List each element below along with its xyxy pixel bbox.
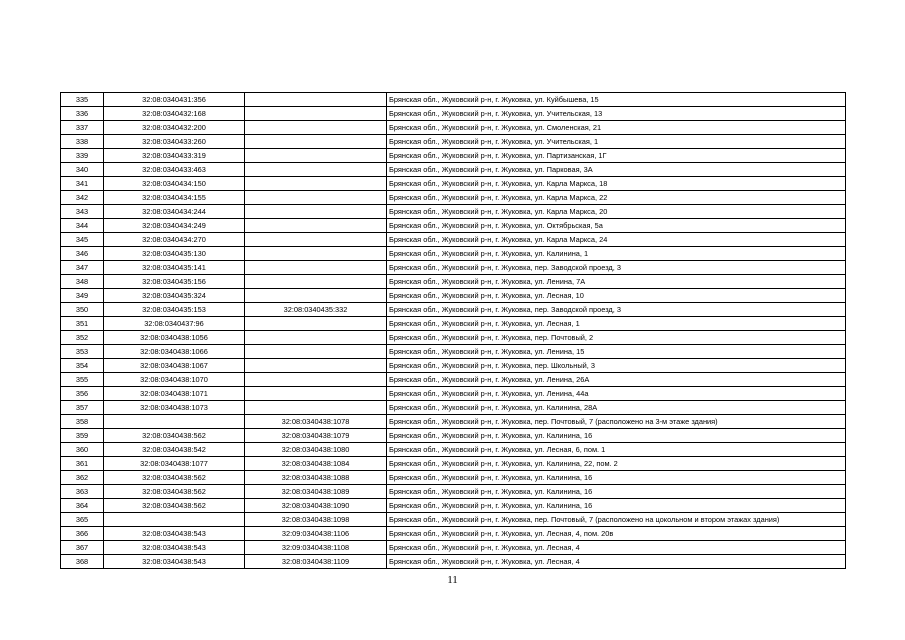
cadastral-number-cell: 32:08:0340438:562 — [104, 485, 245, 499]
premises-cadastral-number-cell: 32:08:0340438:1109 — [245, 555, 387, 569]
premises-cadastral-number-cell — [245, 177, 387, 191]
table-row — [61, 331, 846, 345]
cadastral-number-cell: 32:08:0340438:1077 — [104, 457, 245, 471]
table-row — [61, 149, 846, 163]
premises-cadastral-number-cell: 32:08:0340438:1089 — [245, 485, 387, 499]
address-cell: Брянская обл., Жуковский р-н, г. Жуковка, ул. Лесная, 6, пом. 1 — [387, 443, 846, 457]
address-cell: Брянская обл., Жуковский р-н, г. Жуковка, ул. Ленина, 44а — [387, 387, 846, 401]
address-cell: Брянская обл., Жуковский р-н, г. Жуковка, ул. Ленина, 26А — [387, 373, 846, 387]
premises-cadastral-number-cell — [245, 205, 387, 219]
address-cell: Брянская обл., Жуковский р-н, г. Жуковка, ул. Карла Маркса, 20 — [387, 205, 846, 219]
address-cell: Брянская обл., Жуковский р-н, г. Жуковка, ул. Парковая, 3А — [387, 163, 846, 177]
address-cell: Брянская обл., Жуковский р-н, г. Жуковка, ул. Учительская, 13 — [387, 107, 846, 121]
table-row — [61, 555, 846, 569]
premises-cadastral-number-cell — [245, 233, 387, 247]
cadastral-number-cell: 32:08:0340433:260 — [104, 135, 245, 149]
row-number-cell: 335 — [61, 93, 104, 107]
cadastral-number-cell: 32:08:0340432:168 — [104, 107, 245, 121]
address-cell: Брянская обл., Жуковский р-н, г. Жуковка, пер. Почтовый, 7 (расположено на цокольном и втором этажах здания) — [387, 513, 846, 527]
address-cell: Брянская обл., Жуковский р-н, г. Жуковка, пер. Школьный, 3 — [387, 359, 846, 373]
table-row — [61, 177, 846, 191]
address-cell: Брянская обл., Жуковский р-н, г. Жуковка, пер. Заводской проезд, 3 — [387, 261, 846, 275]
cadastral-number-cell: 32:08:0340433:319 — [104, 149, 245, 163]
premises-cadastral-number-cell — [245, 107, 387, 121]
premises-cadastral-number-cell — [245, 219, 387, 233]
address-cell: Брянская обл., Жуковский р-н, г. Жуковка, ул. Карла Маркса, 18 — [387, 177, 846, 191]
cadastral-number-cell: 32:08:0340434:244 — [104, 205, 245, 219]
row-number-cell: 342 — [61, 191, 104, 205]
row-number-cell: 365 — [61, 513, 104, 527]
row-number-cell: 357 — [61, 401, 104, 415]
row-number-cell: 364 — [61, 499, 104, 513]
table-row — [61, 205, 846, 219]
row-number-cell: 338 — [61, 135, 104, 149]
row-number-cell: 363 — [61, 485, 104, 499]
address-cell: Брянская обл., Жуковский р-н, г. Жуковка, ул. Ленина, 7А — [387, 275, 846, 289]
premises-cadastral-number-cell — [245, 93, 387, 107]
address-cell: Брянская обл., Жуковский р-н, г. Жуковка, ул. Калинина, 28А — [387, 401, 846, 415]
row-number-cell: 347 — [61, 261, 104, 275]
cadastral-number-cell: 32:08:0340438:543 — [104, 555, 245, 569]
row-number-cell: 358 — [61, 415, 104, 429]
row-number-cell: 336 — [61, 107, 104, 121]
table-row — [61, 443, 846, 457]
cadastral-number-cell: 32:08:0340438:1070 — [104, 373, 245, 387]
cadastral-number-cell: 32:08:0340431:356 — [104, 93, 245, 107]
premises-cadastral-number-cell — [245, 401, 387, 415]
table-row — [61, 93, 846, 107]
address-cell: Брянская обл., Жуковский р-н, г. Жуковка, пер. Заводской проезд, 3 — [387, 303, 846, 317]
table-row — [61, 135, 846, 149]
cadastral-number-cell: 32:08:0340438:1073 — [104, 401, 245, 415]
premises-cadastral-number-cell — [245, 387, 387, 401]
cadastral-number-cell: 32:08:0340434:249 — [104, 219, 245, 233]
premises-cadastral-number-cell — [245, 317, 387, 331]
address-cell: Брянская обл., Жуковский р-н, г. Жуковка, ул. Лесная, 1 — [387, 317, 846, 331]
table-row — [61, 275, 846, 289]
row-number-cell: 352 — [61, 331, 104, 345]
cadastral-number-cell: 32:08:0340438:1071 — [104, 387, 245, 401]
cadastral-number-cell: 32:08:0340438:562 — [104, 471, 245, 485]
page-number: 11 — [447, 574, 458, 586]
cadastral-number-cell — [104, 513, 245, 527]
row-number-cell: 349 — [61, 289, 104, 303]
address-cell: Брянская обл., Жуковский р-н, г. Жуковка, ул. Калинина, 16 — [387, 429, 846, 443]
row-number-cell: 361 — [61, 457, 104, 471]
address-cell: Брянская обл., Жуковский р-н, г. Жуковка, ул. Лесная, 4 — [387, 555, 846, 569]
row-number-cell: 343 — [61, 205, 104, 219]
row-number-cell: 368 — [61, 555, 104, 569]
address-cell: Брянская обл., Жуковский р-н, г. Жуковка, ул. Карла Маркса, 24 — [387, 233, 846, 247]
cadastral-number-cell: 32:08:0340435:324 — [104, 289, 245, 303]
table-row — [61, 247, 846, 261]
premises-cadastral-number-cell: 32:08:0340438:1098 — [245, 513, 387, 527]
premises-cadastral-number-cell: 32:09:0340438:1108 — [245, 541, 387, 555]
table-row — [61, 527, 846, 541]
premises-cadastral-number-cell: 32:08:0340438:1079 — [245, 429, 387, 443]
cadastral-number-cell: 32:08:0340437:96 — [104, 317, 245, 331]
table-row — [61, 401, 846, 415]
row-number-cell: 348 — [61, 275, 104, 289]
cadastral-number-cell: 32:08:0340438:543 — [104, 527, 245, 541]
premises-cadastral-number-cell — [245, 289, 387, 303]
cadastral-number-cell: 32:08:0340432:200 — [104, 121, 245, 135]
table-row — [61, 233, 846, 247]
table-row — [61, 457, 846, 471]
property-registry-table — [60, 92, 846, 569]
cadastral-number-cell: 32:08:0340438:562 — [104, 429, 245, 443]
address-cell: Брянская обл., Жуковский р-н, г. Жуковка, ул. Калинина, 16 — [387, 471, 846, 485]
row-number-cell: 344 — [61, 219, 104, 233]
premises-cadastral-number-cell — [245, 345, 387, 359]
row-number-cell: 367 — [61, 541, 104, 555]
table-row — [61, 485, 846, 499]
row-number-cell: 354 — [61, 359, 104, 373]
address-cell: Брянская обл., Жуковский р-н, г. Жуковка, ул. Калинина, 16 — [387, 499, 846, 513]
premises-cadastral-number-cell — [245, 373, 387, 387]
table-row — [61, 499, 846, 513]
cadastral-number-cell: 32:08:0340434:155 — [104, 191, 245, 205]
address-cell: Брянская обл., Жуковский р-н, г. Жуковка, ул. Лесная, 10 — [387, 289, 846, 303]
table-row — [61, 359, 846, 373]
cadastral-number-cell: 32:08:0340438:1056 — [104, 331, 245, 345]
premises-cadastral-number-cell — [245, 247, 387, 261]
table-row — [61, 261, 846, 275]
premises-cadastral-number-cell: 32:08:0340438:1088 — [245, 471, 387, 485]
cadastral-number-cell: 32:08:0340438:1067 — [104, 359, 245, 373]
table-row — [61, 387, 846, 401]
premises-cadastral-number-cell — [245, 149, 387, 163]
table-row — [61, 513, 846, 527]
row-number-cell: 337 — [61, 121, 104, 135]
table-row — [61, 345, 846, 359]
table-row — [61, 415, 846, 429]
table-row — [61, 303, 846, 317]
premises-cadastral-number-cell — [245, 163, 387, 177]
table-row — [61, 289, 846, 303]
cadastral-number-cell: 32:08:0340438:562 — [104, 499, 245, 513]
cadastral-number-cell: 32:08:0340435:156 — [104, 275, 245, 289]
row-number-cell: 339 — [61, 149, 104, 163]
premises-cadastral-number-cell: 32:08:0340435:332 — [245, 303, 387, 317]
premises-cadastral-number-cell — [245, 359, 387, 373]
row-number-cell: 355 — [61, 373, 104, 387]
table-row — [61, 163, 846, 177]
row-number-cell: 346 — [61, 247, 104, 261]
address-cell: Брянская обл., Жуковский р-н, г. Жуковка, ул. Куйбышева, 15 — [387, 93, 846, 107]
premises-cadastral-number-cell — [245, 261, 387, 275]
cadastral-number-cell: 32:08:0340438:542 — [104, 443, 245, 457]
address-cell: Брянская обл., Жуковский р-н, г. Жуковка, ул. Ленина, 15 — [387, 345, 846, 359]
address-cell: Брянская обл., Жуковский р-н, г. Жуковка, ул. Калинина, 16 — [387, 485, 846, 499]
address-cell: Брянская обл., Жуковский р-н, г. Жуковка, ул. Карла Маркса, 22 — [387, 191, 846, 205]
table-row — [61, 429, 846, 443]
premises-cadastral-number-cell: 32:08:0340438:1090 — [245, 499, 387, 513]
premises-cadastral-number-cell: 32:08:0340438:1078 — [245, 415, 387, 429]
table-row — [61, 317, 846, 331]
premises-cadastral-number-cell — [245, 191, 387, 205]
premises-cadastral-number-cell: 32:08:0340438:1084 — [245, 457, 387, 471]
address-cell: Брянская обл., Жуковский р-н, г. Жуковка, ул. Лесная, 4 — [387, 541, 846, 555]
cadastral-number-cell: 32:08:0340433:463 — [104, 163, 245, 177]
cadastral-number-cell: 32:08:0340438:1066 — [104, 345, 245, 359]
address-cell: Брянская обл., Жуковский р-н, г. Жуковка, ул. Октябрьская, 5а — [387, 219, 846, 233]
address-cell: Брянская обл., Жуковский р-н, г. Жуковка, ул. Лесная, 4, пом. 20в — [387, 527, 846, 541]
cadastral-number-cell: 32:08:0340438:543 — [104, 541, 245, 555]
cadastral-number-cell: 32:08:0340434:150 — [104, 177, 245, 191]
cadastral-number-cell: 32:08:0340435:130 — [104, 247, 245, 261]
address-cell: Брянская обл., Жуковский р-н, г. Жуковка, пер. Почтовый, 2 — [387, 331, 846, 345]
cadastral-number-cell: 32:08:0340435:141 — [104, 261, 245, 275]
cadastral-number-cell: 32:08:0340434:270 — [104, 233, 245, 247]
registry-table-body — [61, 93, 846, 569]
row-number-cell: 362 — [61, 471, 104, 485]
table-row — [61, 121, 846, 135]
premises-cadastral-number-cell: 32:09:0340438:1106 — [245, 527, 387, 541]
address-cell: Брянская обл., Жуковский р-н, г. Жуковка, ул. Учительская, 1 — [387, 135, 846, 149]
table-row — [61, 373, 846, 387]
row-number-cell: 360 — [61, 443, 104, 457]
cadastral-number-cell — [104, 415, 245, 429]
address-cell: Брянская обл., Жуковский р-н, г. Жуковка, ул. Калинина, 22, пом. 2 — [387, 457, 846, 471]
row-number-cell: 350 — [61, 303, 104, 317]
premises-cadastral-number-cell — [245, 275, 387, 289]
premises-cadastral-number-cell — [245, 121, 387, 135]
address-cell: Брянская обл., Жуковский р-н, г. Жуковка, пер. Почтовый, 7 (расположено на 3-м этаже здания) — [387, 415, 846, 429]
address-cell: Брянская обл., Жуковский р-н, г. Жуковка, ул. Партизанская, 1Г — [387, 149, 846, 163]
cadastral-number-cell: 32:08:0340435:153 — [104, 303, 245, 317]
table-row — [61, 541, 846, 555]
row-number-cell: 359 — [61, 429, 104, 443]
premises-cadastral-number-cell — [245, 331, 387, 345]
table-row — [61, 471, 846, 485]
row-number-cell: 345 — [61, 233, 104, 247]
table-row — [61, 219, 846, 233]
row-number-cell: 351 — [61, 317, 104, 331]
premises-cadastral-number-cell — [245, 135, 387, 149]
address-cell: Брянская обл., Жуковский р-н, г. Жуковка, ул. Смоленская, 21 — [387, 121, 846, 135]
row-number-cell: 356 — [61, 387, 104, 401]
address-cell: Брянская обл., Жуковский р-н, г. Жуковка, ул. Калинина, 1 — [387, 247, 846, 261]
row-number-cell: 353 — [61, 345, 104, 359]
premises-cadastral-number-cell: 32:08:0340438:1080 — [245, 443, 387, 457]
row-number-cell: 340 — [61, 163, 104, 177]
row-number-cell: 341 — [61, 177, 104, 191]
row-number-cell: 366 — [61, 527, 104, 541]
table-row — [61, 191, 846, 205]
table-row — [61, 107, 846, 121]
